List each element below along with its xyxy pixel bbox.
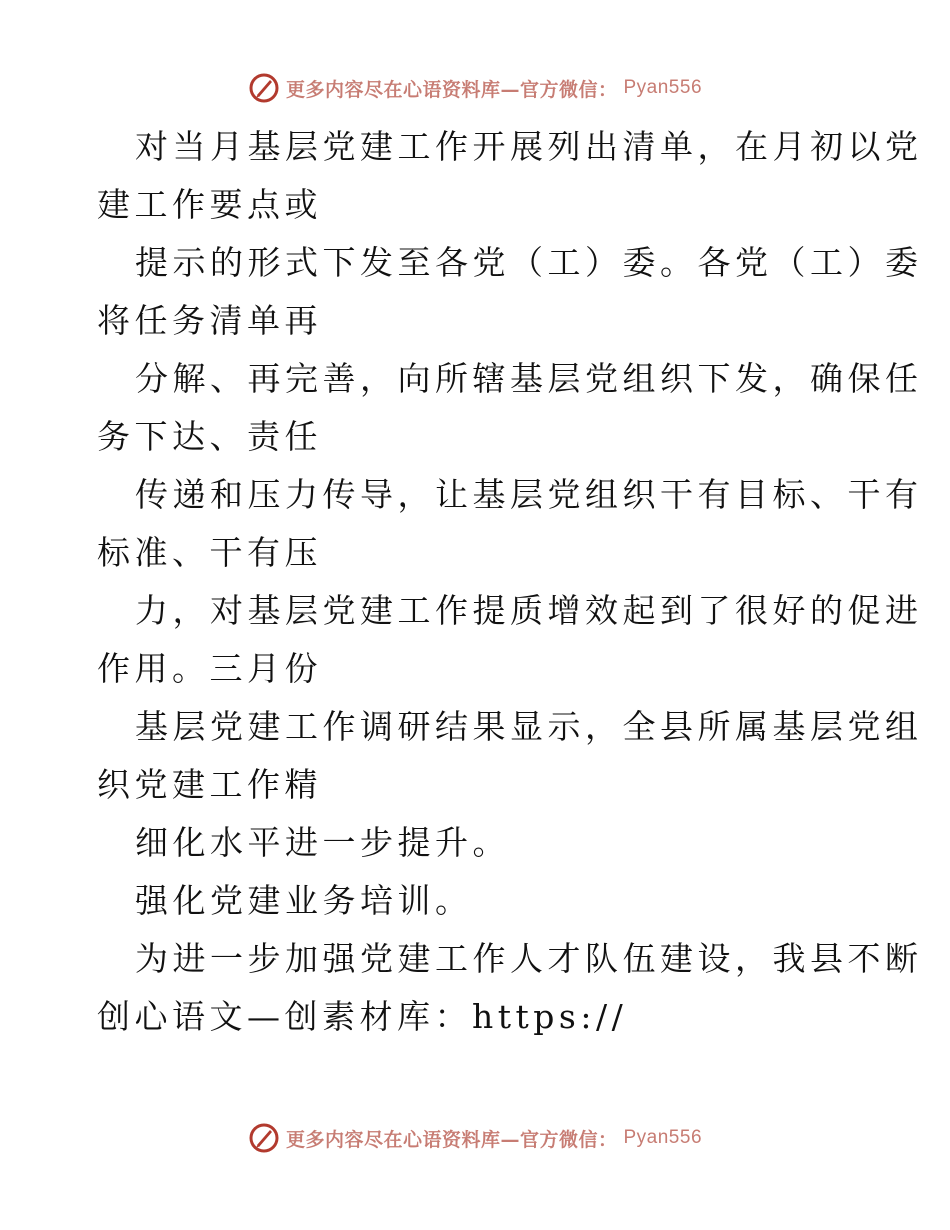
- text-line: 将任务清单再: [97, 301, 322, 340]
- watermark-text: 更多内容尽在心语资料库—官方微信：: [285, 1128, 618, 1151]
- text-line: 建工作要点或: [97, 185, 322, 224]
- text-line: 织党建工作精: [97, 765, 322, 804]
- text-line: 基层党建工作调研结果显示，全县所属基层党组: [135, 707, 923, 746]
- text-line: 标准、干有压: [97, 533, 322, 572]
- quill-seal-icon: [248, 1122, 280, 1154]
- document-body: [97, 118, 923, 1046]
- text-line: 创心语文—创素材库：https://: [97, 997, 628, 1036]
- text-line: 对当月基层党建工作开展列出清单，在月初以党: [135, 127, 923, 166]
- footer-watermark: [0, 1122, 950, 1154]
- text-line: 作用。三月份: [97, 649, 322, 688]
- text-line: 提示的形式下发至各党（工）委。各党（工）委: [135, 243, 923, 282]
- text-line: 细化水平进一步提升。: [135, 823, 510, 862]
- watermark-wechat-id: Pyan556: [623, 1127, 703, 1148]
- watermark-text: 更多内容尽在心语资料库—官方微信：: [285, 78, 618, 101]
- quill-seal-icon: [248, 72, 280, 104]
- text-line: 传递和压力传导，让基层党组织干有目标、干有: [135, 475, 923, 514]
- watermark-wechat-id: Pyan556: [623, 77, 703, 98]
- text-line: 力，对基层党建工作提质增效起到了很好的促进: [135, 591, 923, 630]
- text-line: 务下达、责任: [97, 417, 322, 456]
- text-line: 为进一步加强党建工作人才队伍建设，我县不断: [135, 939, 923, 978]
- text-line: 强化党建业务培训。: [135, 881, 473, 920]
- header-watermark: [0, 72, 950, 104]
- text-line: 分解、再完善，向所辖基层党组织下发，确保任: [135, 359, 923, 398]
